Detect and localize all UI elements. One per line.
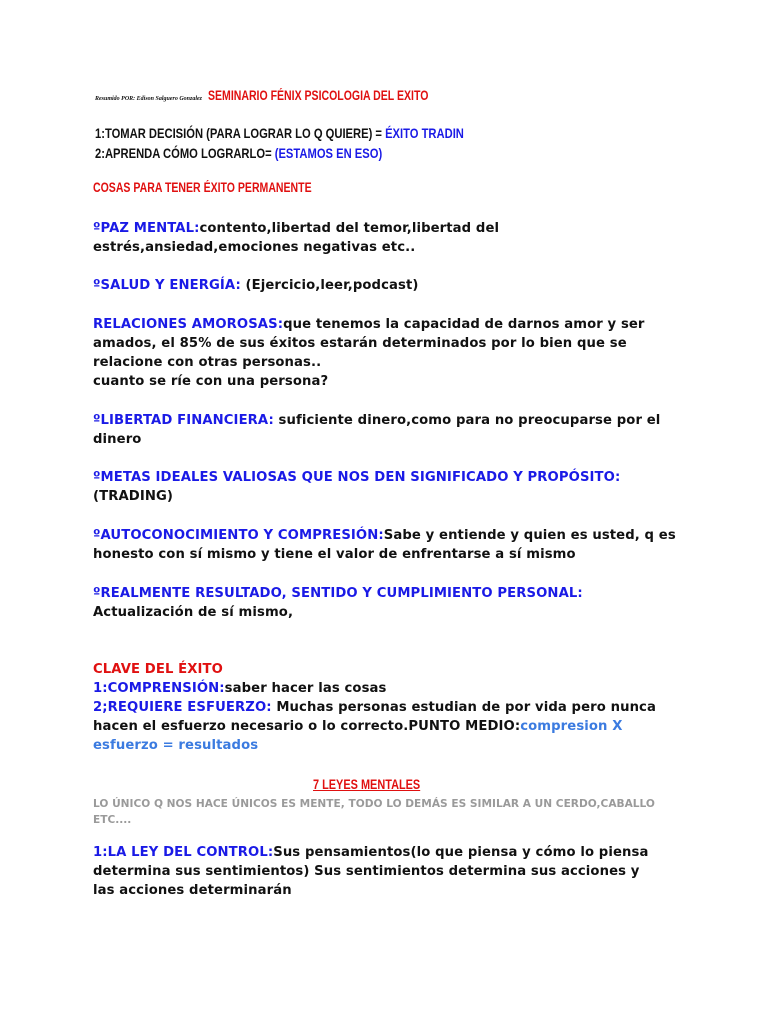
clave-1-key: 1:COMPRENSIÓN: — [93, 681, 225, 696]
item-key: ºAUTOCONOCIMIENTO Y COMPRESIÓN: — [93, 528, 384, 543]
item-text: suficiente dinero,como para no preocuparse por el dinero — [93, 413, 661, 447]
author-credit: Resumido POR: Edison Salguero Gonzalez — [95, 96, 203, 102]
step-1 — [95, 125, 464, 141]
clave-2-formula: compresion X esfuerzo = resultados — [93, 719, 623, 753]
step-2-prefix: 2:APRENDA CÓMO LOGRARLO= — [95, 145, 275, 161]
item-metas — [93, 468, 653, 506]
item-text: Actualización de sí mismo, — [93, 605, 294, 620]
item-text: (TRADING) — [93, 489, 174, 504]
step-1-highlight: ÉXITO TRADIN — [385, 125, 464, 141]
section-title: COSAS PARA TENER ÉXITO PERMANENTE — [93, 180, 312, 195]
step-2-highlight: (ESTAMOS EN ESO) — [274, 145, 383, 161]
item-realmente — [93, 584, 653, 622]
clave-section — [93, 660, 683, 755]
item-relaciones — [93, 315, 683, 391]
item-salud — [93, 276, 683, 295]
item-paz-mental — [93, 219, 683, 257]
item-libertad-financiera — [93, 411, 683, 449]
item-text: que tenemos la capacidad de darnos amor y ser amados, el 85% de sus éxitos estarán determinados por lo bien que se relacione con otras personas.. — [93, 317, 645, 370]
document-title: SEMINARIO FÉNIX PSICOLOGIA DEL EXITO — [208, 88, 429, 103]
leyes-note: LO ÚNICO Q NOS HACE ÚNICOS ES MENTE, TODO LO DEMÁS ES SIMILAR A UN CERDO,CABALLO ETC.... — [93, 798, 655, 826]
item-text: contento,libertad del temor,libertad del estrés,ansiedad,emociones negativas etc.. — [93, 221, 500, 255]
item-key: RELACIONES AMOROSAS: — [93, 317, 284, 332]
item-key: ºSALUD Y ENERGÍA: — [93, 278, 241, 293]
item-text: Sabe y entiende y quien es usted, q es honesto con sí mismo y tiene el valor de enfrentarse a sí mismo — [93, 528, 676, 562]
item-key: ºREALMENTE RESULTADO, SENTIDO Y CUMPLIMIENTO PERSONAL: — [93, 586, 583, 601]
ley-1-text: Sus pensamientos(lo que piensa y cómo lo piensa determina sus sentimientos) Sus sentimientos determina sus acciones y las acciones determinarán — [93, 845, 649, 898]
leyes-title: 7 LEYES MENTALES — [313, 776, 421, 792]
item-key: ºLIBERTAD FINANCIERA: — [93, 413, 274, 428]
ley-control — [93, 843, 653, 900]
item-extra: cuanto se ríe con una persona? — [93, 374, 329, 389]
item-key: ºMETAS IDEALES VALIOSAS QUE NOS DEN SIGNIFICADO Y PROPÓSITO: — [93, 470, 621, 485]
ley-1-key: 1:LA LEY DEL CONTROL: — [93, 845, 274, 860]
clave-2-key: 2;REQUIERE ESFUERZO: — [93, 700, 272, 715]
clave-2-text: Muchas personas estudian de por vida pero nunca hacen el esfuerzo necesario o lo correcto.PUNTO MEDIO: — [93, 700, 656, 734]
item-autoconocimiento — [93, 526, 683, 564]
clave-1-text: saber hacer las cosas — [224, 681, 387, 696]
step-2 — [95, 145, 382, 161]
step-1-prefix: 1:TOMAR DECISIÓN (PARA LOGRAR LO Q QUIERE) = — [95, 125, 386, 141]
clave-title: CLAVE DEL ÉXITO — [93, 662, 223, 677]
item-key: ºPAZ MENTAL: — [93, 221, 200, 236]
item-text: (Ejercicio,leer,podcast) — [240, 278, 419, 293]
